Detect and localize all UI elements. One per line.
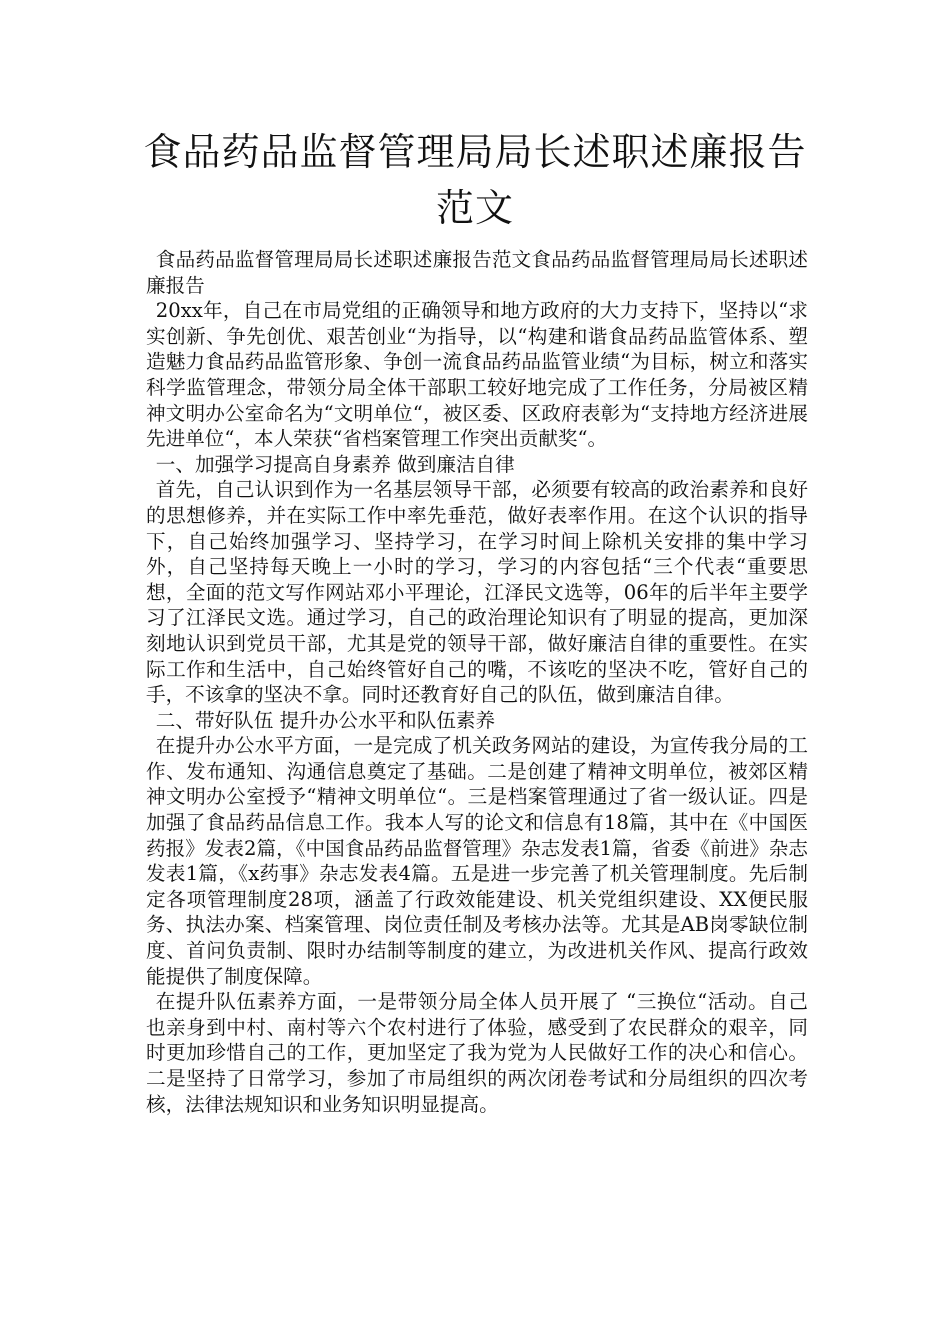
document-title: 食品药品监督管理局局长述职述廉报告范文 [143, 130, 807, 230]
summary-paragraph: 20xx年，自己在市局党组的正确领导和地方政府的大力支持下，坚持以“求实创新、争先创优、艰苦创业“为指导，以“构建和谐食品药品监管体系、塑造魅力食品药品监管形象、争创一流食品药品监管业绩“为目标，树立和落实科学监管理念，带领分局全体干部职工较好地完成了工作任务，分局被区精神文明办公室命名为“文明单位“，被区委、区政府表彰为“支持地方经济进展先进单位“，本人荣获“省档案管理工作突出贡献奖“。 [146, 299, 808, 451]
section-1-paragraph: 首先，自己认识到作为一名基层领导干部，必须要有较高的政治素养和良好的思想修养，并在实际工作中率先垂范，做好表率作用。在这个认识的指导下，自己始终加强学习、坚持学习，在学习时间上除机关安排的集中学习外，自己坚持每天晚上一小时的学习，学习的内容包括“三个代表“重要思想，全面的范文写作网站邓小平理论，江泽民文选等，06年的后半年主要学习了江泽民文选。通过学习，自己的政治理论知识有了明显的提高，更加深刻地认识到党员干部，尤其是党的领导干部，做好廉洁自律的重要性。在实际工作和生活中，自己始终管好自己的嘴，不该吃的坚决不吃，管好自己的手，不该拿的坚决不拿。同时还教育好自己的队伍，做到廉洁自律。 [146, 478, 808, 707]
section-2-paragraph-2: 在提升队伍素养方面，一是带领分局全体人员开展了 “三换位“活动。自己也亲身到中村、南村等六个农村进行了体验，感受到了农民群众的艰辛，同时更加珍惜自己的工作，更加坚定了我为党为人民做好工作的决心和信心。二是坚持了日常学习，参加了市局组织的两次闭卷考试和分局组织的四次考核，法律法规知识和业务知识明显提高。 [146, 990, 808, 1116]
section-2-paragraph-1: 在提升办公水平方面，一是完成了机关政务网站的建设，为宣传我分局的工作、发布通知、沟通信息奠定了基础。二是创建了精神文明单位，被郊区精神文明办公室授予“精神文明单位“。三是档案管理通过了省一级认证。四是加强了食品药品信息工作。我本人写的论文和信息有18篇，其中在《中国医药报》发表2篇，《中国食品药品监督管理》杂志发表1篇，省委《前进》杂志发表1篇，《x药事》杂志发表4篇。五是进一步完善了机关管理制度。先后制定各项管理制度28项，涵盖了行政效能建设、机关党组织建设、XX便民服务、执法办案、档案管理、岗位责任制及考核办法等。尤其是AB岗零缺位制度、首问负责制、限时办结制等制度的建立，为改进机关作风、提高行政效能提供了制度保障。 [146, 734, 808, 988]
document-body [146, 247, 808, 1117]
intro-paragraph: 食品药品监督管理局局长述职述廉报告范文食品药品监督管理局局长述职述廉报告 [146, 248, 808, 297]
section-heading-2: 二、带好队伍 提升办公水平和队伍素养 [155, 708, 496, 732]
section-heading-1: 一、加强学习提高自身素养 做到廉洁自律 [155, 452, 515, 476]
